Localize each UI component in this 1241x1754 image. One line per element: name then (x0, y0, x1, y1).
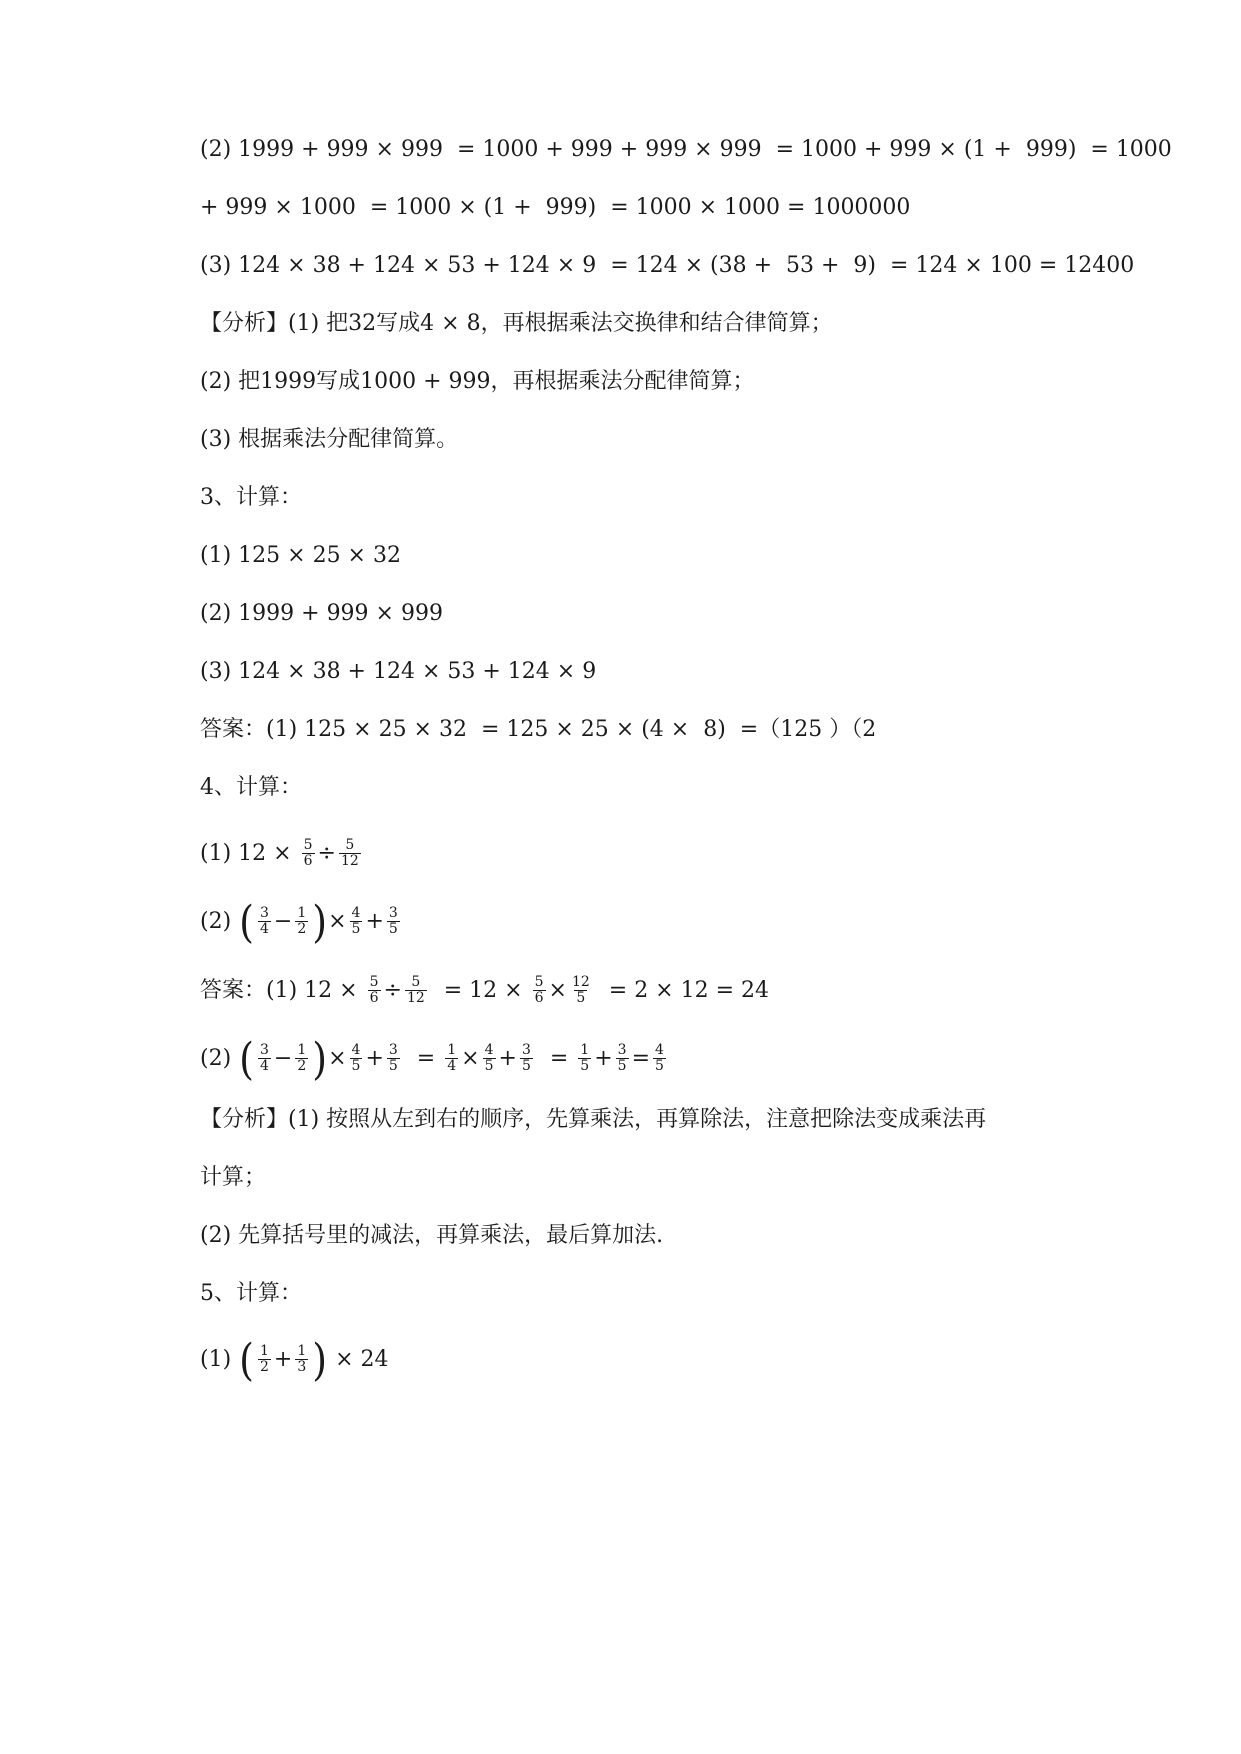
denominator: 2 (259, 1359, 269, 1375)
line-text: (3) 根据乘法分配律简算。 (200, 427, 459, 452)
analysis-line (200, 425, 458, 455)
numerator: 3 (259, 1042, 269, 1058)
question-heading (200, 1279, 302, 1309)
line-text: 5、计算： (200, 1281, 302, 1306)
math-text: (2) (200, 1045, 239, 1071)
text-line (200, 135, 1172, 165)
fraction (368, 975, 381, 1006)
numerator: 5 (303, 837, 313, 853)
fraction (295, 1344, 308, 1375)
text-line (200, 541, 401, 571)
analysis-line (200, 1221, 663, 1251)
math-text: 答案：(1) 12 × (200, 977, 365, 1003)
denominator: 5 (576, 990, 586, 1006)
denominator: 5 (580, 1058, 590, 1074)
line-text: 答案：(1) 125 × 25 × 32 = 125 × 25 × (4 × 8) =（125 ）（2 (200, 717, 877, 742)
analysis-line (200, 1105, 986, 1135)
numerator: 1 (580, 1042, 590, 1058)
denominator: 6 (303, 853, 313, 869)
line-text: 【分析】(1) 把32写成4 × 8，再根据乘法交换律和结合律简算； (200, 311, 833, 336)
denominator: 3 (297, 1359, 307, 1375)
denominator: 5 (351, 921, 361, 937)
line-text: 4、计算： (200, 775, 302, 800)
line-text: (2) 先算括号里的减法，再算乘法，最后算加法. (200, 1223, 664, 1248)
line-text: (3) 124 × 38 + 124 × 53 + 124 × 9 (200, 659, 597, 684)
analysis-line (200, 367, 755, 397)
fraction (258, 1043, 271, 1074)
operator: + (498, 1045, 517, 1071)
operator: + (594, 1045, 613, 1071)
line-text: 3、计算： (200, 485, 302, 510)
text-line (200, 599, 443, 629)
operator: + (365, 908, 384, 934)
fraction (520, 1043, 533, 1074)
denominator: 5 (351, 1058, 361, 1074)
fraction (258, 906, 271, 937)
operator: + (273, 1346, 293, 1372)
right-paren: ) (312, 1334, 328, 1385)
fraction (350, 906, 363, 937)
numerator: 3 (617, 1042, 627, 1058)
left-paren: ( (239, 1033, 254, 1084)
line-text: (2) 1999 + 999 × 999 (200, 601, 443, 626)
math-text: = (535, 1045, 576, 1071)
math-text: (1) (200, 1346, 239, 1372)
denominator: 5 (617, 1058, 627, 1074)
numerator: 3 (259, 905, 269, 921)
line-text: 【分析】(1) 按照从左到右的顺序，先算乘法，再算除法，注意把除法变成乘法再 (200, 1107, 987, 1132)
numerator: 12 (571, 974, 590, 990)
denominator: 5 (655, 1058, 664, 1074)
numerator: 4 (351, 1042, 361, 1058)
denominator: 5 (388, 921, 398, 937)
denominator: 6 (534, 990, 544, 1006)
math-line-a4-2 (200, 1033, 669, 1084)
fraction (483, 1043, 496, 1074)
fraction (570, 975, 592, 1006)
math-line-a4-1 (200, 975, 769, 1006)
denominator: 12 (340, 853, 359, 869)
denominator: 4 (447, 1058, 457, 1074)
line-text: (2) 把1999写成1000 + 999，再根据乘法分配律简算； (200, 369, 755, 394)
denominator: 6 (369, 990, 379, 1006)
fraction (350, 1043, 363, 1074)
denominator: 4 (259, 1058, 269, 1074)
operator: − (273, 1045, 293, 1071)
denominator: 4 (259, 921, 269, 937)
analysis-line (200, 1163, 266, 1193)
operator: = (631, 1045, 651, 1071)
numerator: 5 (369, 974, 379, 990)
numerator: 1 (447, 1042, 457, 1058)
numerator: 3 (388, 905, 398, 921)
fraction (302, 838, 315, 869)
right-paren: ) (312, 1033, 328, 1084)
fraction (387, 906, 400, 937)
math-text: = (402, 1045, 443, 1071)
denominator: 2 (297, 1058, 307, 1074)
numerator: 5 (534, 974, 544, 990)
fraction (533, 975, 546, 1006)
question-heading (200, 773, 302, 803)
numerator: 1 (297, 905, 307, 921)
operator: − (273, 908, 293, 934)
denominator: 5 (484, 1058, 494, 1074)
operator: ÷ (383, 977, 402, 1003)
question-heading (200, 483, 302, 513)
numerator: 4 (655, 1042, 664, 1058)
operator: × (461, 1045, 480, 1071)
denominator: 2 (297, 921, 307, 937)
operator: × (328, 1045, 347, 1071)
fraction (653, 1043, 666, 1074)
math-line-q4-1 (200, 838, 364, 869)
numerator: 5 (345, 837, 355, 853)
answer-line (200, 715, 876, 745)
numerator: 1 (259, 1343, 269, 1359)
line-text: (2) 1999 + 999 × 999 = 1000 + 999 + 999 × 999 = 1000 + 999 × (1 + 999) = 1000 (200, 137, 1172, 162)
analysis-line (200, 309, 833, 339)
math-text: = 2 × 12 = 24 (594, 977, 770, 1003)
numerator: 1 (297, 1042, 307, 1058)
fraction (295, 1043, 308, 1074)
fraction (405, 975, 427, 1006)
fraction (295, 906, 308, 937)
numerator: 1 (297, 1343, 307, 1359)
denominator: 12 (406, 990, 425, 1006)
line-text: (1) 125 × 25 × 32 (200, 543, 401, 568)
fraction (578, 1043, 591, 1074)
math-line-q5-1 (200, 1334, 389, 1385)
operator: ÷ (317, 840, 336, 866)
operator: + (365, 1045, 384, 1071)
fraction (387, 1043, 400, 1074)
math-text: (1) 12 × (200, 840, 299, 866)
left-paren: ( (239, 1334, 254, 1385)
line-text: (3) 124 × 38 + 124 × 53 + 124 × 9 = 124 × (38 + 53 + 9) = 124 × 100 = 12400 (200, 253, 1135, 278)
math-text: = 12 × (429, 977, 530, 1003)
right-paren: ) (312, 896, 328, 947)
math-text: × 24 (328, 1346, 389, 1372)
text-line (200, 251, 1134, 281)
fraction (445, 1043, 458, 1074)
text-line (200, 193, 910, 223)
operator: × (328, 908, 347, 934)
left-paren: ( (239, 896, 254, 947)
denominator: 5 (521, 1058, 531, 1074)
line-text: 计算； (200, 1165, 267, 1190)
denominator: 5 (388, 1058, 398, 1074)
operator: × (548, 977, 567, 1003)
math-line-q4-2 (200, 896, 403, 947)
numerator: 4 (351, 905, 361, 921)
numerator: 3 (521, 1042, 531, 1058)
numerator: 4 (484, 1042, 494, 1058)
fraction (339, 838, 361, 869)
fraction (258, 1344, 271, 1375)
fraction (616, 1043, 629, 1074)
numerator: 5 (411, 974, 421, 990)
text-line (200, 657, 596, 687)
line-text: + 999 × 1000 = 1000 × (1 + 999) = 1000 × 1000 = 1000000 (200, 195, 911, 220)
math-text: (2) (200, 908, 239, 934)
numerator: 3 (388, 1042, 398, 1058)
